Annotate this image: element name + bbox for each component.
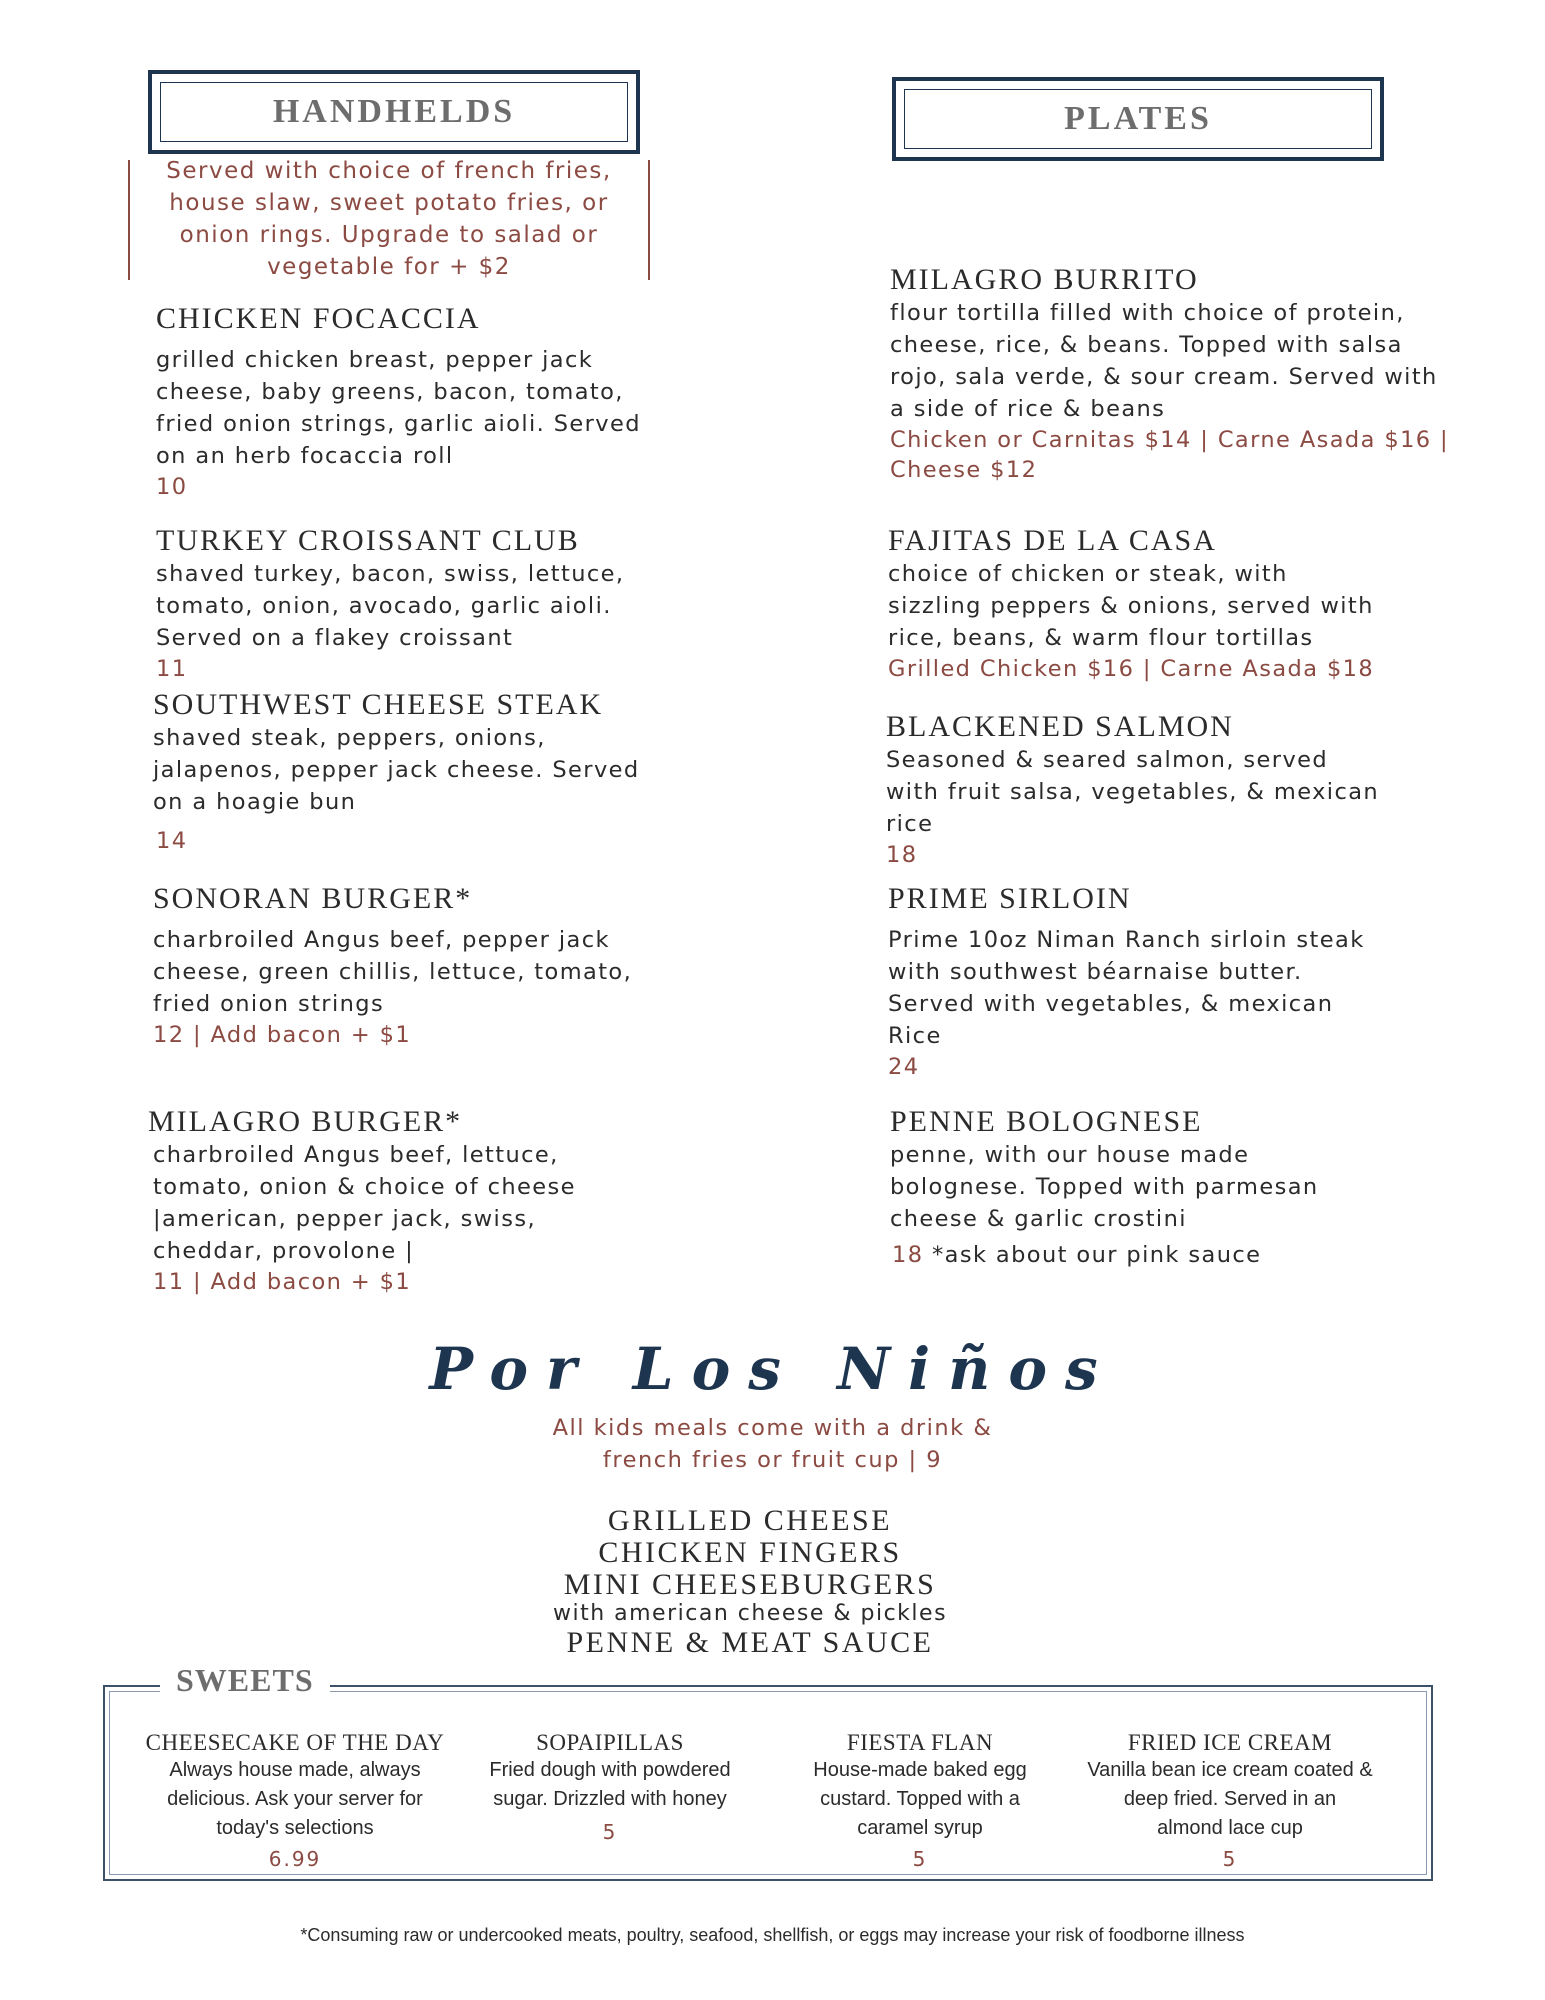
handhelds-header-box	[148, 70, 640, 154]
menu-item-blackened-salmon	[886, 710, 1446, 870]
handhelds-header: HANDHELDS	[160, 82, 628, 142]
plates-header-box	[892, 77, 1384, 161]
kids-item: CHICKEN FINGERS	[598, 1536, 902, 1569]
item-title: MILAGRO BURGER*	[148, 1105, 463, 1138]
sweet-item-fiesta-flan	[780, 1730, 1060, 1871]
sweet-description: House-made baked egg custard. Topped with a caramel syrup	[813, 1759, 1027, 1839]
note-right-rule	[648, 160, 650, 280]
sweet-price: 5	[1222, 1847, 1238, 1871]
item-title: BLACKENED SALMON	[886, 710, 1234, 743]
plates-header: PLATES	[904, 89, 1372, 149]
menu-item-turkey-croissant-club	[156, 524, 676, 684]
kids-item: MINI CHEESEBURGERS	[563, 1568, 937, 1601]
item-price: 14	[156, 828, 188, 854]
kids-menu-list	[0, 1505, 1500, 1659]
menu-item-southwest-cheese-steak	[153, 688, 673, 856]
item-title: SOUTHWEST CHEESE STEAK	[153, 688, 604, 721]
sweet-item-cheesecake	[140, 1730, 450, 1871]
disclaimer: *Consuming raw or undercooked meats, poultry, seafood, shellfish, or eggs may increase your risk of foodborne illness	[300, 1925, 1245, 1945]
item-price: 24	[888, 1054, 920, 1080]
item-title: CHICKEN FOCACCIA	[156, 302, 481, 335]
menu-item-prime-sirloin	[888, 882, 1448, 1082]
menu-item-penne-bolognese	[890, 1105, 1450, 1271]
handhelds-note: Served with choice of french fries, house slaw, sweet potato fries, or onion rings. Upgrade to salad or vegetable for + $2	[166, 158, 612, 280]
item-description: shaved turkey, bacon, swiss, lettuce, tomato, onion, avocado, garlic aioli. Served on a flakey croissant	[156, 561, 625, 651]
sweet-item-fried-ice-cream	[1065, 1730, 1395, 1871]
item-price: Grilled Chicken $16 | Carne Asada $18	[888, 656, 1375, 682]
menu-item-sonoran-burger	[153, 882, 673, 1050]
menu-item-milagro-burger	[148, 1105, 668, 1297]
menu-item-chicken-focaccia	[156, 302, 676, 502]
item-price: 11 | Add bacon + $1	[153, 1269, 412, 1295]
kids-item: GRILLED CHEESE	[607, 1504, 893, 1537]
sweet-price: 6.99	[268, 1847, 322, 1871]
item-title: PRIME SIRLOIN	[888, 882, 1132, 915]
item-price-line	[890, 1239, 1450, 1271]
item-description: shaved steak, peppers, onions, jalapenos, pepper jack cheese. Served on a hoagie bun	[153, 725, 640, 815]
item-price: 18	[892, 1242, 924, 1268]
sweet-title: FRIED ICE CREAM	[1127, 1730, 1333, 1755]
kids-item: PENNE & MEAT SAUCE	[566, 1626, 934, 1659]
sweet-price: 5	[912, 1847, 928, 1871]
item-title: MILAGRO BURRITO	[890, 263, 1199, 296]
kids-section-title: Por Los Niños	[429, 1335, 1116, 1403]
item-title: SONORAN BURGER*	[153, 882, 473, 915]
item-price: 11	[156, 656, 188, 682]
item-description: charbroiled Angus beef, pepper jack cheese, green chillis, lettuce, tomato, fried onion strings	[153, 927, 633, 1017]
sweet-title: SOPAIPILLAS	[536, 1730, 684, 1755]
sweet-title: FIESTA FLAN	[846, 1730, 994, 1755]
item-description: penne, with our house made bolognese. Topped with parmesan cheese & garlic crostini	[890, 1142, 1319, 1232]
item-description: grilled chicken breast, pepper jack cheese, baby greens, bacon, tomato, fried onion strings, garlic aioli. Served on an herb focaccia roll	[156, 347, 641, 469]
item-price: Chicken or Carnitas $14 | Carne Asada $16 | Cheese $12	[890, 427, 1450, 483]
item-description: choice of chicken or steak, with sizzling peppers & onions, served with rice, beans, & warm flour tortillas	[888, 561, 1374, 651]
item-description: charbroiled Angus beef, lettuce, tomato, onion & choice of cheese |american, pepper jack, swiss, cheddar, provolone |	[153, 1142, 576, 1264]
item-description: Prime 10oz Niman Ranch sirloin steak with southwest béarnaise butter. Served with vegetables, & mexican Rice	[888, 927, 1365, 1049]
item-description: flour tortilla filled with choice of protein, cheese, rice, & beans. Topped with salsa rojo, sala verde, & sour cream. Served with a side of rice & beans	[890, 300, 1438, 422]
sweet-item-sopaipillas	[465, 1730, 755, 1844]
menu-item-milagro-burrito	[890, 263, 1450, 485]
item-description: Seasoned & seared salmon, served with fruit salsa, vegetables, & mexican rice	[886, 747, 1380, 837]
sweet-title: CHEESECAKE OF THE DAY	[145, 1730, 445, 1755]
kids-note: All kids meals come with a drink & french fries or fruit cup | 9	[552, 1415, 993, 1473]
item-price: 12 | Add bacon + $1	[153, 1022, 412, 1048]
sweets-header: SWEETS	[160, 1662, 330, 1699]
item-price: 18	[886, 842, 918, 868]
item-title: FAJITAS DE LA CASA	[888, 524, 1217, 557]
item-price: 10	[156, 474, 188, 500]
item-title: TURKEY CROISSANT CLUB	[156, 524, 580, 557]
sweet-description: Vanilla bean ice cream coated & deep fried. Served in an almond lace cup	[1087, 1759, 1373, 1839]
kids-item-note: with american cheese & pickles	[552, 1601, 948, 1626]
sweet-description: Always house made, always delicious. Ask your server for today's selections	[167, 1759, 423, 1839]
sweet-price: 5	[602, 1820, 618, 1844]
price-note: *ask about our pink sauce	[923, 1242, 1262, 1268]
item-title: PENNE BOLOGNESE	[890, 1105, 1203, 1138]
sweet-description: Fried dough with powdered sugar. Drizzled with honey	[489, 1759, 731, 1810]
menu-item-fajitas-de-la-casa	[888, 524, 1448, 684]
